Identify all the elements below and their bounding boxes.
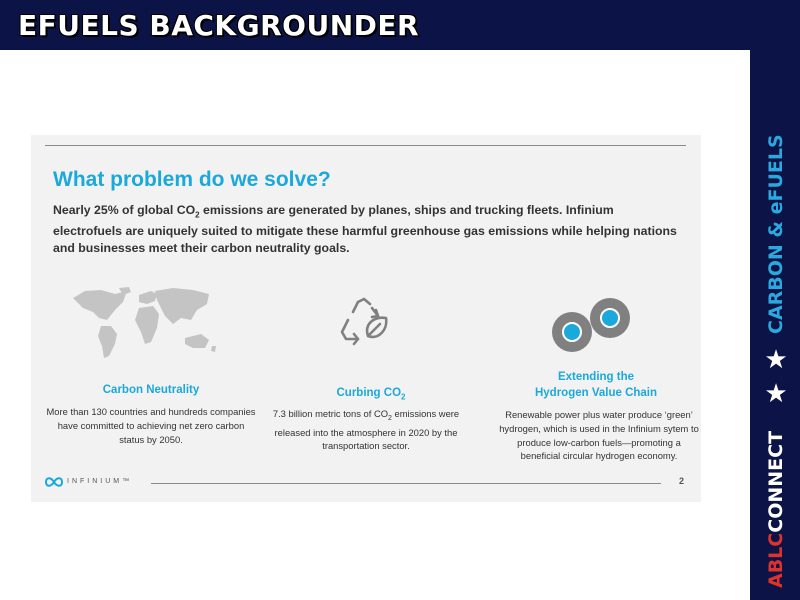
brand-logo-text [765,431,787,588]
hydrogen-circles-icon [546,295,638,353]
slide-intro: Nearly 25% of global $CO_2$ emissions are generated by planes, ships and trucking fleets. Infinium electrofuels are uniquely suited to mitigate these harmful greenhouse gas emissions while helping nations and businesses meet their carbon neutrality goals. [53,203,677,256]
column-title: Carbon Neutrality [102,384,200,396]
recycle-leaf-icon [336,296,392,348]
infinity-logo-icon [44,476,64,488]
logo-text: INFINIUM™ [67,478,133,485]
star-icon: ★ [764,378,788,408]
slide-title: What problem do we solve? [53,168,331,191]
sidebar-topic: CARBON & eFUELS [765,134,787,334]
column-text: 7.3 billion metric tons of $CO_2$ emissions were released into the atmosphere in 2020 by the transportation sector. [272,408,460,452]
star-icon: ★ [764,344,788,374]
column-text: Renewable power plus water produce ‘green’ hydrogen, which is used in the Infinium sytem to produce low-carbon fuels—promoting a beneficial circular hydrogen economy. [499,409,699,462]
page-title: EFUELS BACKGROUNDER [18,9,420,42]
page-number: 2 [679,476,685,486]
header-bar [0,0,800,50]
column-title: Curbing $CO_2$ [336,387,406,402]
brand-prefix: ABLC [765,532,787,588]
divider [151,483,661,484]
brand-suffix: CONNECT [765,430,787,533]
column-text: More than 130 countries and hundreds companies have committed to achieving net zero carbon status by 2050. [46,406,256,445]
world-map-icon [69,286,219,364]
slide-screenshot [31,135,701,502]
column-title: Extending the Hydrogen Value Chain [534,371,658,399]
divider [45,145,686,146]
